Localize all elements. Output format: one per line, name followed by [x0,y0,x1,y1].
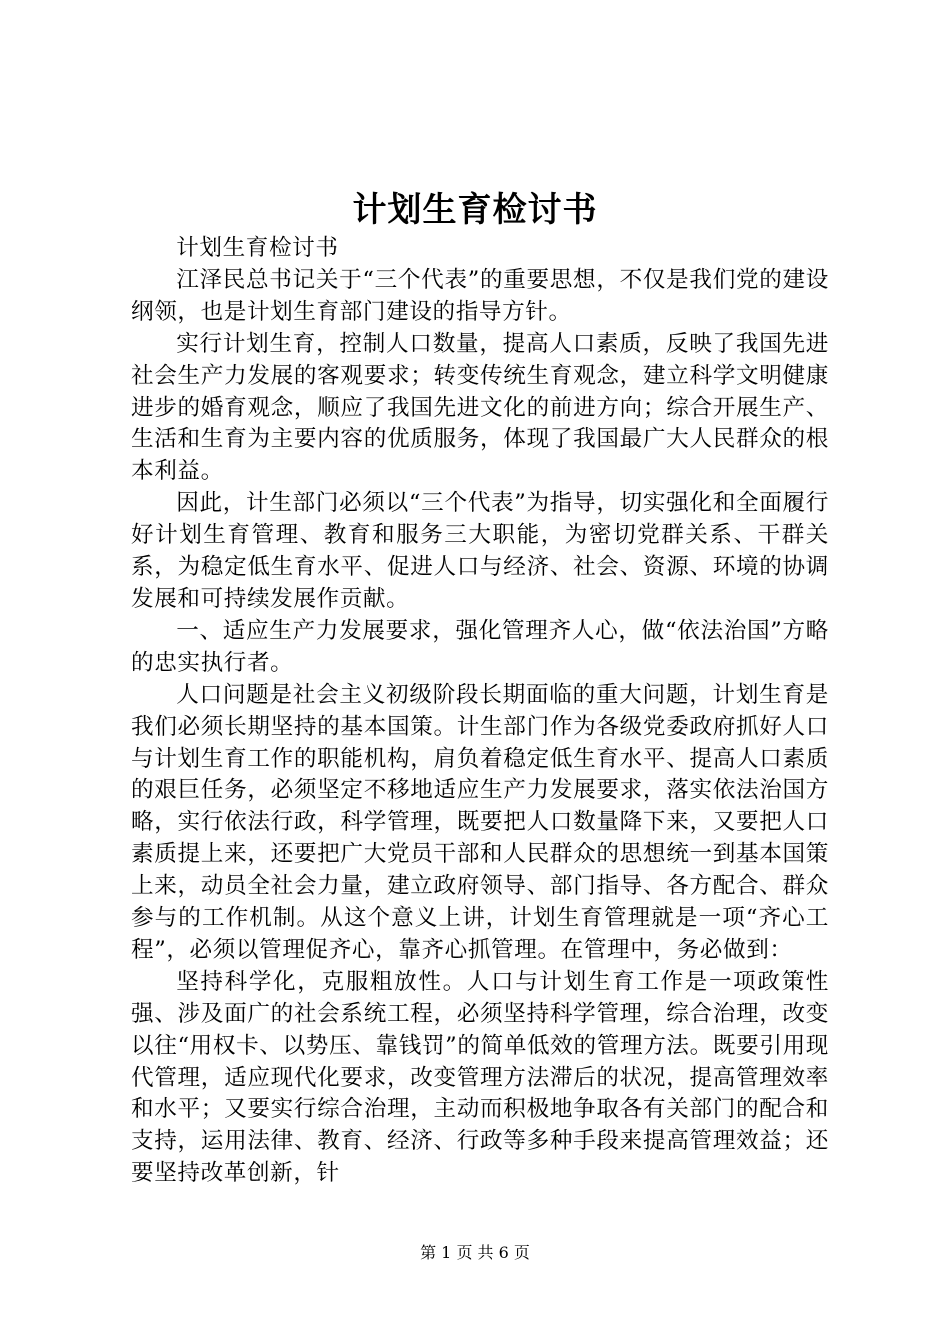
paragraph: 一、适应生产力发展要求，强化管理齐人心，做“依法治国”方略的忠实执行者。 [131,617,829,676]
paragraph: 人口问题是社会主义初级阶段长期面临的重大问题，计划生育是我们必须长期坚持的基本国策。计生部门作为各级党委政府抓好人口与计划生育工作的职能机构，肩负着稳定低生育水平、提高人口素质的艰巨任务，必须坚定不移地适应生产力发展要求，落实依法治国方略，实行依法行政，科学管理，既要把人口数量降下来，又要把人口素质提上来，还要把广大党员干部和人民群众的思想统一到基本国策上来，动员全社会力量，建立政府领导、部门指导、各方配合、群众参与的工作机制。从这个意义上讲，计划生育管理就是一项“齐心工程”，必须以管理促齐心，靠齐心抓管理。在管理中，务必做到： [131,681,829,963]
document-title: 计划生育检讨书 [352,190,598,230]
paragraph: 计划生育检讨书 [176,235,339,261]
paragraph: 实行计划生育，控制人口数量，提高人口素质，反映了我国先进社会生产力发展的客观要求；转变传统生育观念，建立科学文明健康进步的婚育观念，顺应了我国先进文化的前进方向；综合开展生产、生活和生育为主要内容的优质服务，体现了我国最广大人民群众的根本利益。 [131,330,829,485]
paragraph: 坚持科学化，克服粗放性。人口与计划生育工作是一项政策性强、涉及面广的社会系统工程，必须坚持科学管理，综合治理，改变以往“用权卡、以势压、靠钱罚”的简单低效的管理方法。既要引用现代管理，适应现代化要求，改变管理方法滞后的状况，提高管理效率和水平；又要实行综合治理，主动而积极地争取各有关部门的配合和支持，运用法律、教育、经济、行政等多种手段来提高管理效益；还要坚持改革创新，针 [131,968,829,1187]
paragraph: 因此，计生部门必须以“三个代表”为指导，切实强化和全面履行好计划生育管理、教育和服务三大职能，为密切党群关系、干群关系，为稳定低生育水平、促进人口与经济、社会、资源、环境的协调发展和可持续发展作贡献。 [131,490,829,612]
document-body [131,233,829,1190]
paragraph: 江泽民总书记关于“三个代表”的重要思想，不仅是我们党的建设纲领，也是计划生育部门建设的指导方针。 [131,266,829,325]
page-footer: 第 1 页 共 6 页 [420,1243,530,1262]
